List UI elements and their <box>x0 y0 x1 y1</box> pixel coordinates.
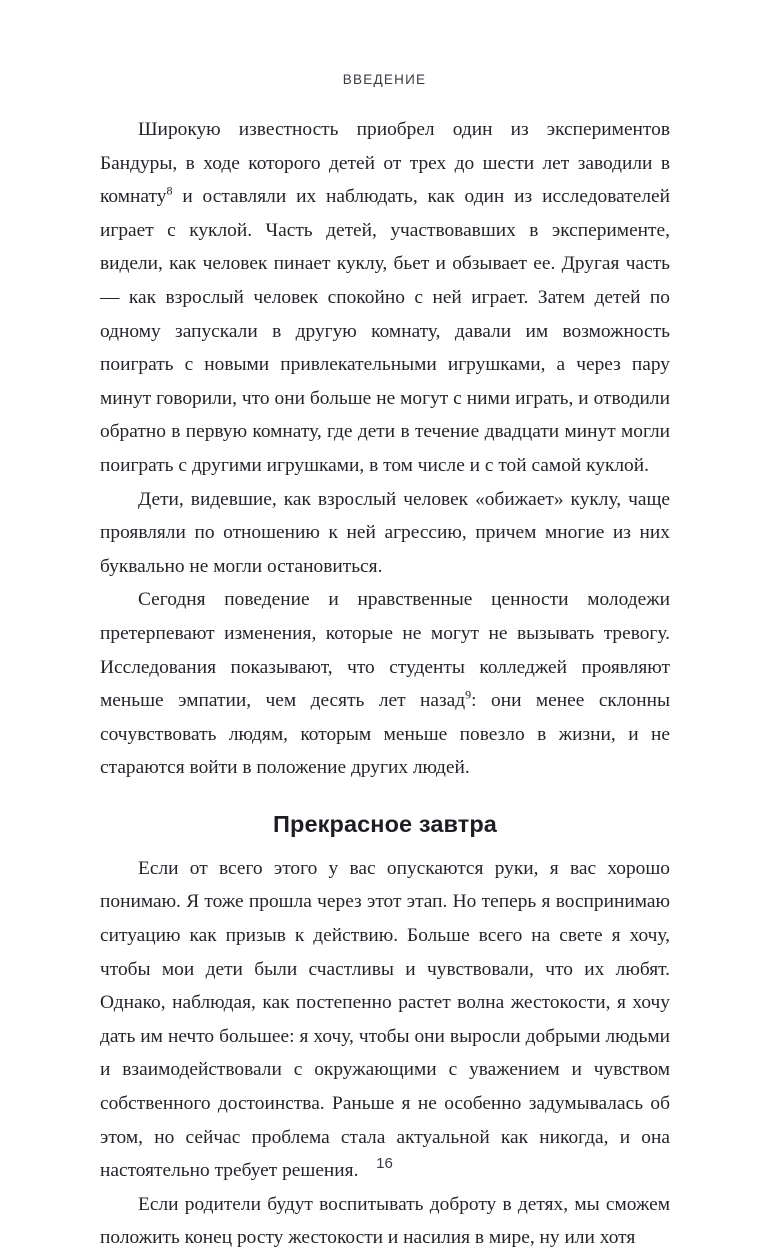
paragraph: Дети, видевшие, как взрослый человек «обижает» куклу, чаще проявляли по отношению к ней агрессию, причем многие из них буквально не могли остановиться. <box>100 488 670 577</box>
footnote-marker: 9 <box>465 687 472 702</box>
footnote-marker: 8 <box>166 183 173 198</box>
running-head: ВВЕДЕНИЕ <box>342 72 427 87</box>
paragraph: Широкую известность приобрел один из экспериментов Бандуры, в ходе которого детей от трех до шести лет заводили в комнату$^8$ и оставляли их наблюдать, как один из исследователей играет с куклой. Часть детей, участвовавших в эксперименте, видели, как человек пинает куклу, бьет и обзывает ее. Другая часть — как взрослый человек спокойно с ней играет. Затем детей по одному запускали в другую комнату, давали им возможность поиграть с новыми привлекательными игрушками, а через пару минут говорили, что они больше не могут с ними играть, и отводили обратно в первую комнату, где дети в течение двадцати минут могли поиграть с другими игрушками, в том числе и с той самой куклой. <box>100 119 670 476</box>
section-heading: Прекрасное завтра <box>273 810 497 837</box>
paragraph: Если от всего этого у вас опускаются руки, я вас хорошо понимаю. Я тоже прошла через этот этап. Но теперь я воспринимаю ситуацию как призыв к действию. Больше всего на свете я хочу, чтобы мои дети были счастливы и чувствовали, что их любят. Однако, наблюдая, как постепенно растет волна жестокости, я хочу дать им нечто большее: я хочу, чтобы они выросли добрыми людьми и взаимодействовали с окружающими с уважением и чувством собственного достоинства. Раньше я не особенно задумывалась об этом, но сейчас проблема стала актуальной как никогда, и она настоятельно требует решения. <box>100 857 670 1182</box>
text-column <box>100 113 670 1255</box>
paragraph: Если родители будут воспитывать доброту в детях, мы сможем положить конец росту жестокости и насилия в мире, ну или хотя <box>100 1193 670 1249</box>
page-number: 16 <box>376 1155 393 1172</box>
paragraph: Сегодня поведение и нравственные ценности молодежи претерпевают изменения, которые не могут не вызывать тревогу. Исследования показывают, что студенты колледжей проявляют меньше эмпатии, чем десять лет назад$^9$: они менее склонны сочувствовать людям, которым меньше повезло в жизни, и не стараются войти в положение других людей. <box>100 589 670 779</box>
